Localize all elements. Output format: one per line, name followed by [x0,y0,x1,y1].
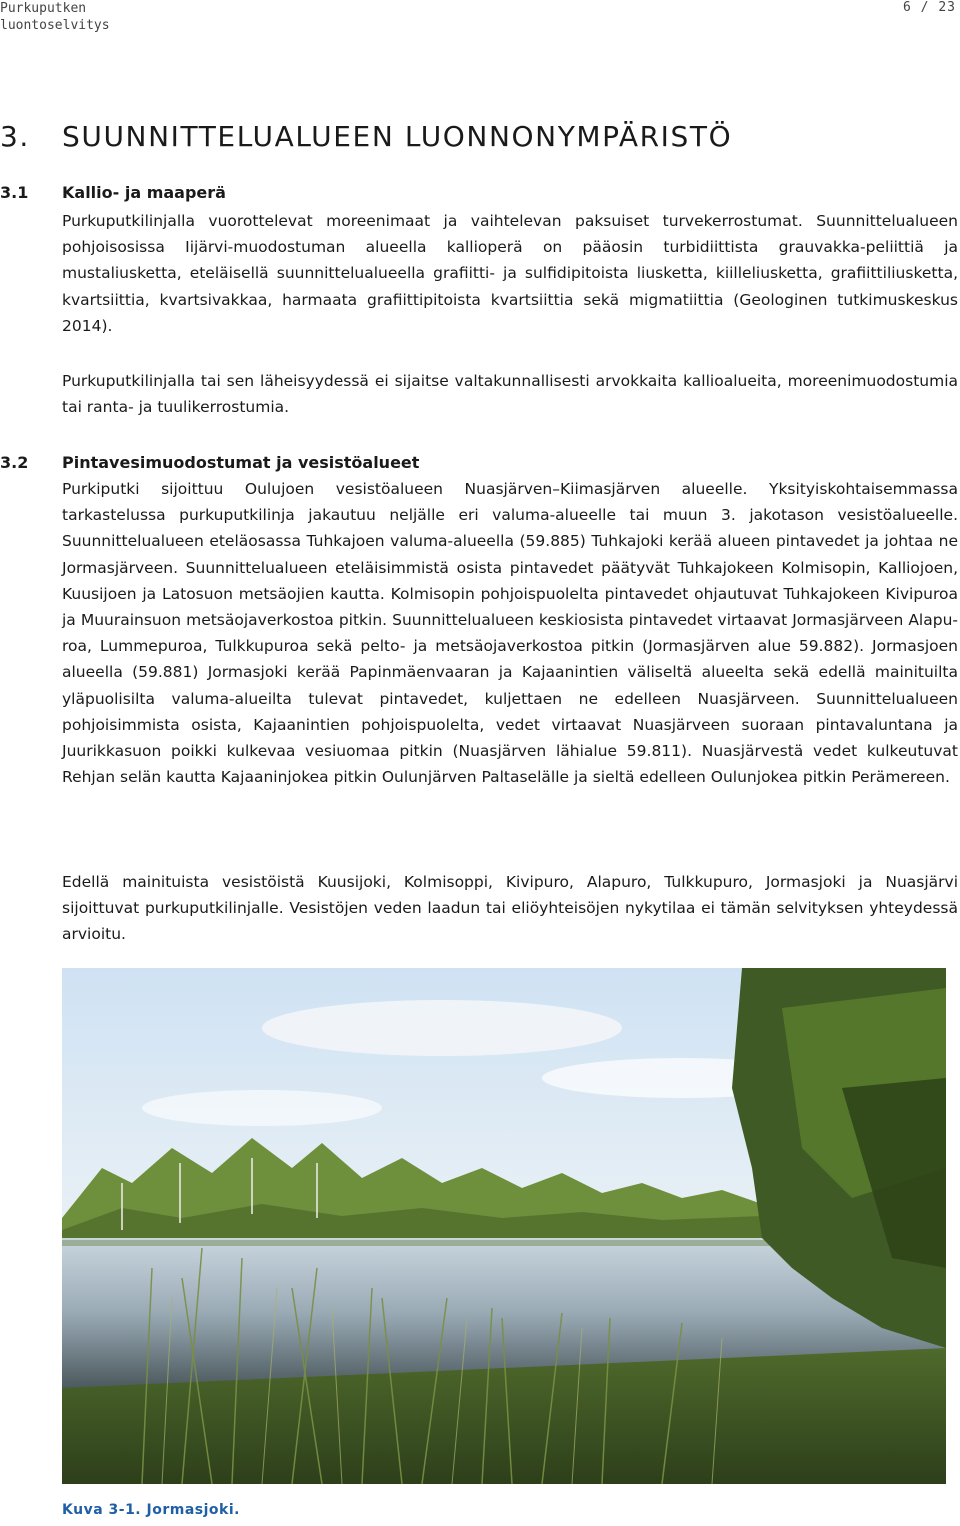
subsection-number: 3.2 [0,453,29,472]
section-heading-3 [0,120,960,153]
jormasjoki-photo [62,968,946,1484]
subsection-number: 3.1 [0,183,29,202]
subsection-heading-3-2 [0,453,960,472]
paragraph-bedrock: Purkuputkilinjalla vuorottelevat moreenimaat ja vaihtelevan paksuiset turvekerrostumat. Suunnittelualueen pohjoisosissa Iijärvi-muodostuman alueella kallioperä on pääosin turbidiittista grauvakka-peliittiä ja mustaliusketta, eteläisellä suunnittelualueella grafiitti- ja sulfidipitoista liusketta, kiilleliusketta, grafiittiliusketta, kvartsiittia, kvartsivakkaa, harmaata grafiittipitoista kvartsiittia sekä migmatiittia (Geologinen tutkimuskeskus 2014). [62,212,958,335]
paragraph-water-bodies: Edellä mainituista vesistöistä Kuusijoki, Kolmisoppi, Kivipuro, Alapuro, Tulkkupuro, Jormasjoki ja Nuasjärvi sijoittuvat purkuputkilinjalle. Vesistöjen veden laadun tai eliöyhteisöjen nykytilaa ei tämän selvityksen yhteydessä arvioitu. [62,873,958,944]
subsection-heading-3-1 [0,183,960,202]
doc-title-line1: Purkuputken [0,1,87,16]
doc-title-line2: luontoselvitys [0,18,110,33]
paragraph-valuable-formations: Purkuputkilinjalla tai sen läheisyydessä ei sijaitse valtakunnallisesti arvokkaita kallioalueita, moreenimuodostumia tai ranta- ja tuulikerrostumia. [62,372,958,417]
section-title: SUUNNITTELUALUEEN LUONNONYMPÄRISTÖ [62,120,733,153]
paragraph-catchments: Purkiputki sijoittuu Oulujoen vesistöalueen Nuasjärven–Kiimasjärven alueelle. Yksityiskohtaisemmassa tarkastelussa purkuputkilinja jakautuu neljälle eri valuma-alueelle tai muun 3. jakotason vesistöalueelle. Suunnittelualueen eteläosassa Tuhkajoen valuma-alueella (59.885) Tuhkajoki kerää alueen pintavedet ja johtaa ne Jormasjärveen. Suunnittelualueen eteläisimmistä osista pintavedet päätyvät Tuhkajokeen Kolmisopin, Kalliojoen, Kuusijoen ja Latosuon metsäojien kautta. Kolmisopin pohjoispuolelta pintavedet ohjautuvat Tuhkajokeen Kivipuroa ja Muurainsuon metsäojaverkostoa pitkin. Suunnittelualueen keskiosista pintavedet virtaavat Jormasjärveen Alapuroa, Lummepuroa, Tulkkupuroa sekä pelto- ja metsäojaverkostoa pitkin (Jormasjärven alue 59.882). Jormasjoen alueella (59.881) Jormasjoki kerää Papinmäenvaaran ja Kajaanintien väliseltä alueelta sekä edellä mainituilta yläpuolisilta valuma-alueilta tulevat pintavedet, kuljettaen ne edelleen Nuasjärveen. Suunnittelualueen pohjoisimmista osista, Kajaanintien pohjoispuolelta, vedet virtaavat Nuasjärveen suoraan pintavaluntana ja Juurikkasuon poikki kulkevaa vesiuomaa pitkin (Nuasjärven lähialue 59.811). Nuasjärvestä vedet kulkeutuvat Rehjan selän kautta Kajaaninjokea pitkin Oulunjärven Paltaselälle ja sieltä edelleen Oulunjokea pitkin Perämereen. [62,480,958,787]
subsection-title: Kallio- ja maaperä [62,183,226,202]
running-header [0,0,110,34]
page-number: 6 / 23 [903,0,956,15]
figure-caption: Kuva 3-1. Jormasjoki. [62,1502,240,1518]
subsection-title: Pintavesimuodostumat ja vesistöalueet [62,453,420,472]
section-number: 3. [0,120,30,153]
